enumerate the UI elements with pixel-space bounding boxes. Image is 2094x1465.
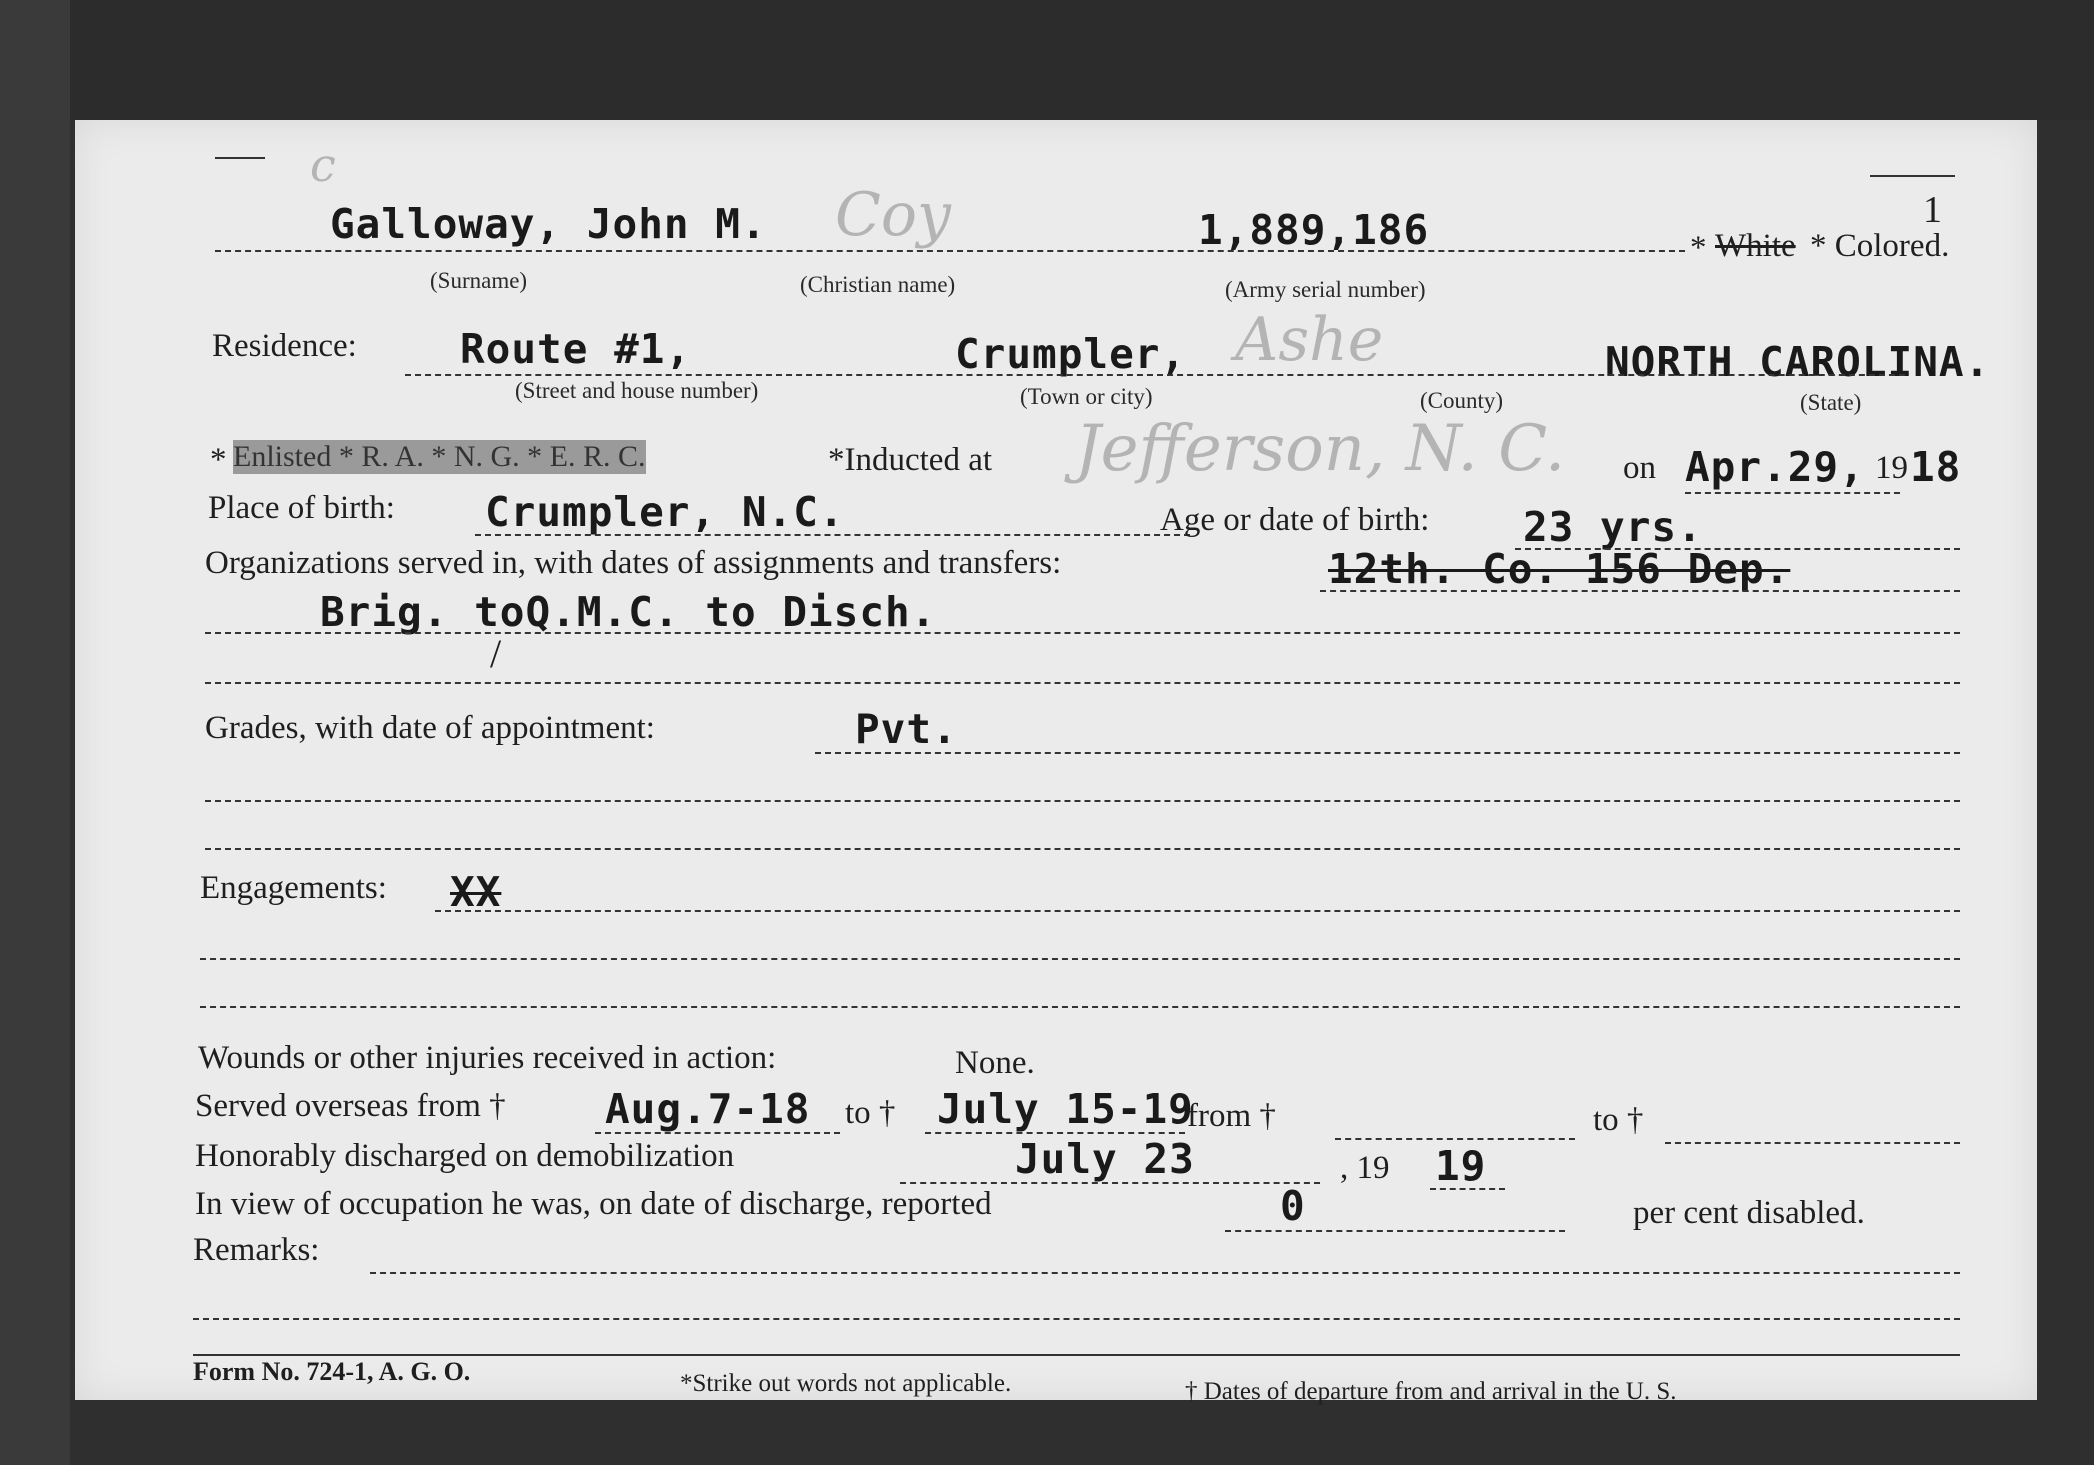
discharge-date-line: [900, 1182, 1320, 1184]
residence-street-typed: Route #1,: [460, 325, 692, 373]
county-label: (County): [1420, 388, 1504, 413]
discharge-year-line: [1430, 1188, 1505, 1190]
overseas-from2-label: from †: [1187, 1098, 1276, 1134]
scan-background-top: [0, 0, 2094, 120]
place-of-birth-typed: Crumpler, N.C.: [485, 488, 845, 536]
organizations-label: Organizations served in, with dates of assignments and transfers:: [205, 545, 1062, 581]
organizations-line3-rule: [205, 682, 1960, 684]
organizations-mark: /: [490, 631, 502, 676]
form-number: Form No. 724-1, A. G. O.: [193, 1357, 471, 1386]
footer-dates-note: † Dates of departure from and arrival in the U. S.: [1185, 1378, 1677, 1405]
residence-town-typed: Crumpler,: [955, 330, 1187, 378]
footer-rule: [193, 1354, 1960, 1356]
state-label: (State): [1800, 390, 1862, 415]
residence-label: Residence:: [212, 328, 357, 364]
organizations-line1-rule: [1320, 590, 1960, 592]
place-of-birth-label: Place of birth:: [208, 490, 395, 526]
enlist-star: *: [210, 442, 227, 478]
residence-state-typed: NORTH CAROLINA.: [1605, 338, 1991, 386]
organizations-line2-typed: Brig. toQ.M.C. to Disch.: [320, 588, 937, 636]
surname-label: (Surname): [430, 268, 528, 293]
inducted-place-handwritten: Jefferson, N. C.: [1075, 412, 1566, 486]
enlistment-type-struck: Enlisted * R. A. * N. G. * E. R. C.: [233, 440, 646, 473]
engagements-line1: [435, 910, 1960, 912]
discharge-year-typed: 19: [1435, 1142, 1487, 1190]
overseas-from-line: [595, 1132, 840, 1134]
race-colored: * Colored.: [1810, 228, 1950, 264]
race-star: *: [1690, 230, 1707, 266]
engagements-line3: [200, 1006, 1960, 1008]
army-serial-typed: 1,889,186: [1198, 206, 1430, 254]
engagements-typed: XX: [450, 868, 502, 916]
disability-suffix: per cent disabled.: [1633, 1195, 1865, 1231]
card-number: 1: [1923, 189, 1942, 231]
inducted-date-typed: Apr.29,: [1685, 443, 1865, 491]
christian-name-handwritten: Coy: [835, 180, 951, 250]
overseas-to2-label: to †: [1593, 1102, 1644, 1138]
overseas-to2-line: [1665, 1142, 1960, 1144]
header-line: [215, 250, 1685, 252]
christian-name-label: (Christian name): [800, 272, 956, 297]
remarks-label: Remarks:: [193, 1232, 320, 1268]
age-label: Age or date of birth:: [1160, 502, 1430, 538]
organizations-line1-typed: 12th. Co. 156 Dep.: [1328, 545, 1791, 593]
age-typed: 23 yrs.: [1523, 503, 1703, 551]
overseas-from2-line: [1335, 1138, 1575, 1140]
street-label: (Street and house number): [515, 378, 759, 403]
serial-label: (Army serial number): [1225, 277, 1426, 302]
grades-line2: [205, 800, 1960, 802]
residence-line: [405, 374, 1905, 376]
engagements-line2: [200, 958, 1960, 960]
place-of-birth-line: [475, 534, 1190, 536]
town-label: (Town or city): [1020, 384, 1153, 409]
inducted-on-label: on: [1623, 450, 1656, 486]
disability-typed: 0: [1280, 1182, 1306, 1230]
residence-county-handwritten: Ashe: [1235, 305, 1384, 375]
footer-strike-note: *Strike out words not applicable.: [680, 1370, 1012, 1397]
remarks-line2: [193, 1318, 1960, 1320]
corner-mark: c: [310, 138, 336, 192]
grades-label: Grades, with date of appointment:: [205, 710, 655, 746]
organizations-line2-rule: [205, 632, 1960, 634]
grades-line3: [205, 848, 1960, 850]
disability-line: [1225, 1230, 1565, 1232]
overseas-to-line: [925, 1132, 1185, 1134]
inducted-date-line: [1685, 492, 1900, 494]
inducted-year-printed: 19: [1875, 450, 1908, 486]
inducted-year-typed: 18: [1910, 443, 1962, 491]
top-right-rule: [1870, 175, 1955, 177]
inducted-label: *Inducted at: [828, 442, 993, 478]
discharge-year-prefix: , 19: [1340, 1150, 1390, 1186]
top-left-rule: [215, 157, 265, 159]
overseas-from-typed: Aug.7-18: [605, 1085, 811, 1133]
grades-typed: Pvt.: [855, 705, 958, 753]
race-white-struck: White: [1715, 228, 1796, 264]
engagements-label: Engagements:: [200, 870, 387, 906]
service-record-card: [75, 120, 2037, 1405]
remarks-line1: [370, 1272, 1960, 1274]
surname-name-typed: Galloway, John M.: [330, 200, 767, 248]
discharge-date-typed: July 23: [1015, 1135, 1195, 1183]
overseas-label: Served overseas from †: [195, 1088, 506, 1124]
wounds-value: None.: [955, 1045, 1035, 1081]
overseas-to-typed: July 15-19: [937, 1085, 1194, 1133]
wounds-label: Wounds or other injuries received in action:: [198, 1040, 777, 1076]
scan-background-left: [0, 0, 70, 1465]
overseas-to-label: to †: [845, 1095, 896, 1131]
disability-label: In view of occupation he was, on date of discharge, reported: [195, 1186, 992, 1222]
grades-line1: [815, 752, 1960, 754]
discharge-label: Honorably discharged on demobilization: [195, 1138, 735, 1174]
